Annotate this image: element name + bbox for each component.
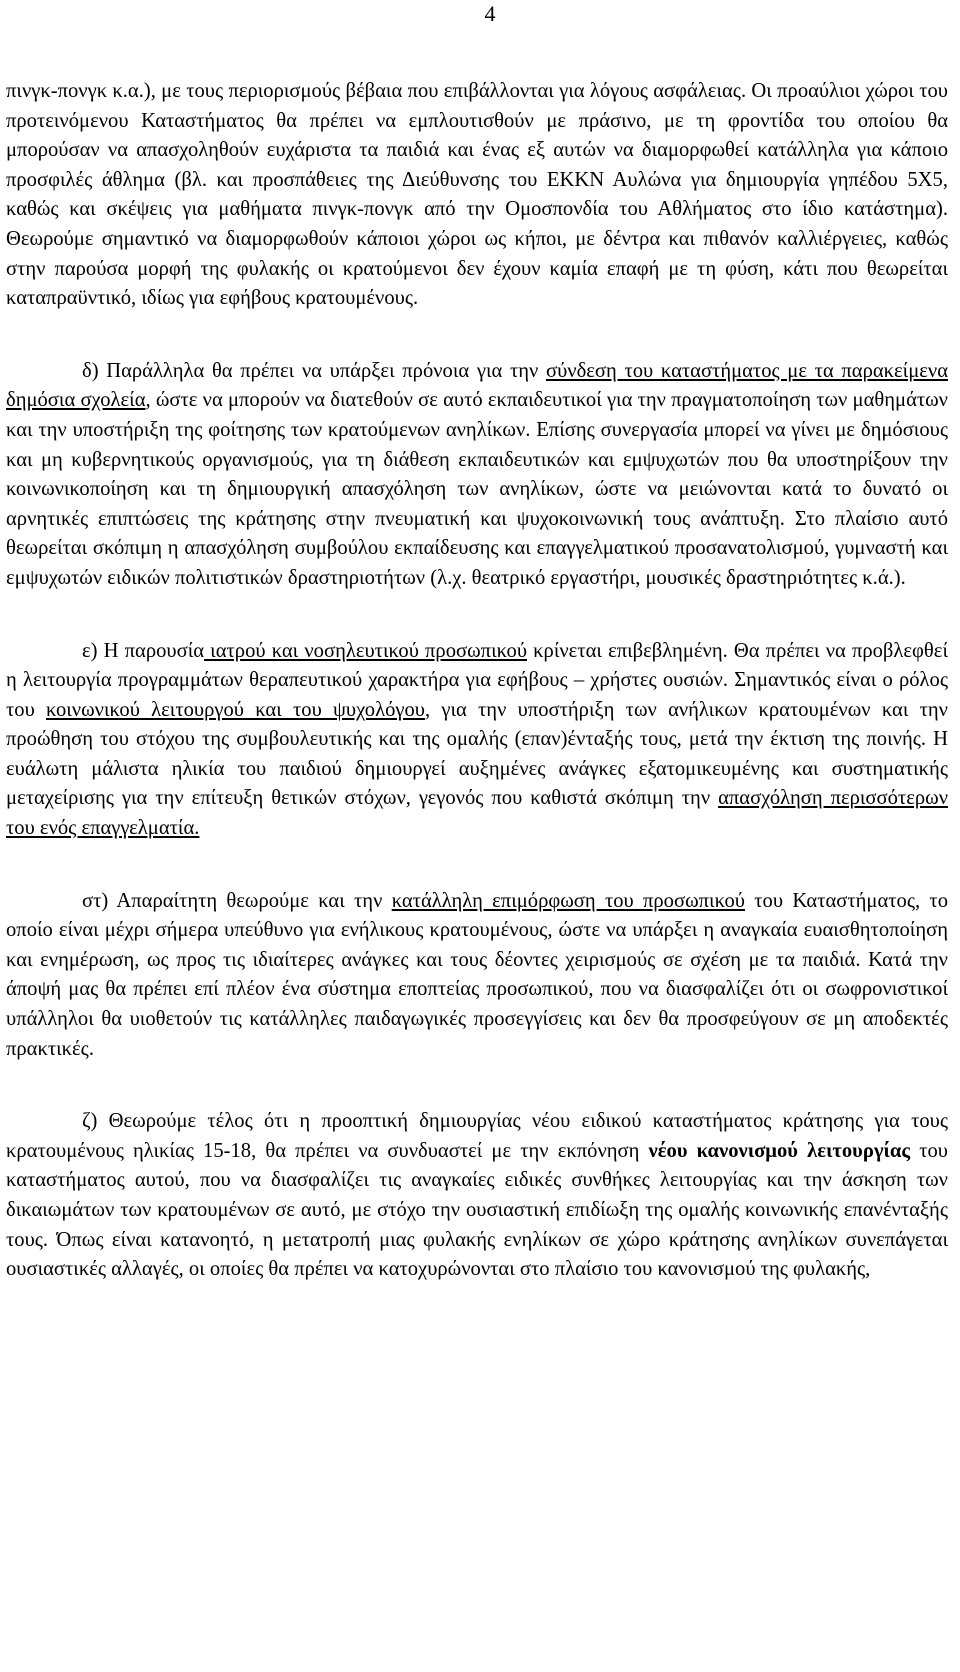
text-run: στ) Απαραίτητη θεωρούμε και την <box>82 889 392 912</box>
text-run: ζ) Θεωρούμε τέλος ότι η προοπτική δημιουργίας νέου ειδικού καταστήματος κράτησης για τους κρατουμένους ηλικίας 15-18, θα πρέπει να συνδυαστεί με την εκπόνηση <box>6 1110 948 1162</box>
paragraph-gap <box>6 1064 948 1107</box>
text-run: ε) Η παρουσία <box>82 639 205 662</box>
bold-text: νέου κανονισμού λειτουργίας <box>648 1139 911 1162</box>
underlined-text: απασχόληση περισσότερων του ενός επαγγελματία. <box>6 787 949 840</box>
paragraph-gap <box>6 844 948 887</box>
paragraph-p5 <box>6 1107 948 1285</box>
document-body <box>6 77 948 1285</box>
underlined-text: σύνδεση του καταστήματος με τα παρακείμενα δημόσια σχολεία <box>6 359 948 412</box>
text-run: κρίνεται επιβεβλημένη. Θα πρέπει να προβλεφθεί η λειτουργία προγραμμάτων θεραπευτικού χαρακτήρα για εφήβους – χρήστες ουσιών. Σημαντικός είναι ο ρόλος του <box>6 639 948 721</box>
text-run: , για την υποστήριξη των ανήλικων κρατουμένων και την προώθηση του στόχου της συμβουλευτικής και της ομαλής (επαν)ένταξής τους, μετά την έκτιση της ποινής. Η ευάλωτη μάλιστα ηλικία του παιδιού δημιουργεί αυξημένες ανάγκες εξατομικευμένης και συστηματικής μεταχείρισης για την επίτευξη θετικών στόχων, γεγονός που καθιστά σκόπιμη την <box>6 698 948 810</box>
underlined-text: κατάλληλη επιμόρφωση του προσωπικού <box>391 889 745 912</box>
paragraph-p2 <box>6 357 948 594</box>
underlined-text: ιατρού και νοσηλευτικού προσωπικού <box>204 639 528 662</box>
paragraph-p1 <box>6 77 948 314</box>
text-run: του Καταστήματος, το οποίο είναι μέχρι σήμερα υπεύθυνο για ενήλικους κρατουμένους, ώστε να υπάρξει η αναγκαία ευαισθητοποίηση και ενημέρωση, ως προς τις ιδιαίτερες ανάγκες και τους δέοντες χειρισμούς σε σχέση με τα παιδιά. Κατά την άποψή μας θα πρέπει επί πλέον ένα σύστημα εποπτείας προσωπικού, που να διασφαλίζει ότι οι σωφρονιστικοί υπάλληλοι θα υιοθετούν τις κατάλληλες παιδαγωγικές προσεγγίσεις και δεν θα προσφεύγουν σε μη αποδεκτές πρακτικές. <box>6 889 948 1060</box>
page-number: 4 <box>484 1 496 26</box>
paragraph-p4 <box>6 887 948 1065</box>
text-run: του καταστήματος αυτού, που να διασφαλίζει τις αναγκαίες ειδικές συνθήκες λειτουργίας και την άσκηση των δικαιωμάτων των κρατουμένων σε αυτό, με στόχο την ουσιαστική επιδίωξη της ομαλής κοινωνικής επανένταξής τους. Όπως είναι κατανοητό, η μετατροπή μιας φυλακής ενηλίκων σε χώρο κράτησης ανηλίκων συνεπάγεται ουσιαστικές αλλαγές, οι οποίες θα πρέπει να κατοχυρώνονται στο πλαίσιο του κανονισμού της φυλακής, <box>6 1139 948 1281</box>
paragraph-gap <box>6 314 948 357</box>
underlined-text: κοινωνικού λειτουργού και του ψυχολόγου <box>46 698 425 721</box>
text-run: , ώστε να μπορούν να διατεθούν σε αυτό εκπαιδευτικοί για την πραγματοποίηση των μαθημάτων και την υποστήριξη της φοίτησης των κρατούμενων ανηλίκων. Επίσης συνεργασία μπορεί να γίνει με δημόσιους και μη κυβερνητικούς οργανισμούς, για τη διάθεση εκπαιδευτικών και εμψυχωτών που θα υποστηρίξουν την κοινωνικοποίηση και τη δημιουργική απασχόληση των ανηλίκων, ώστε να μειώνονται κατά το δυνατό οι αρνητικές επιπτώσεις της κράτησης στην πνευματική και ψυχοκοινωνική τους ανάπτυξη. Στο πλαίσιο αυτό θεωρείται σκόπιμη η απασχόληση συμβούλου εκπαίδευσης και επαγγελματικού προσανατολισμού, γυμναστή και εμψυχωτών ειδικών πολιτιστικών δραστηριοτήτων (λ.χ. θεατρικό εργαστήρι, μουσικές δραστηριότητες κ.ά.). <box>6 389 948 589</box>
text-run: δ) Παράλληλα θα πρέπει να υπάρξει πρόνοια για την <box>82 359 546 382</box>
text-run: πινγκ-πονγκ κ.α.), με τους περιορισμούς βέβαια που επιβάλλονται για λόγους ασφάλειας. Οι προαύλιοι χώροι του προτεινόμενου Καταστήματος θα πρέπει να εμπλουτισθούν με πράσινο, με τη φροντίδα του οποίου θα μπορούσαν να απασχοληθούν ευχάριστα τα παιδιά και ένας εξ αυτών να διαμορφωθεί κατάλληλα για κάποιο προσφιλές άθλημα (βλ. και προσπάθειες της Διεύθυνσης του ΕΚΚΝ Αυλώνα για δημιουργία γηπέδου 5Χ5, καθώς και σκέψεις για μαθήματα πινγκ-πονγκ από την Ομοσπονδία του Αθλήματος στο ίδιο κατάστημα). Θεωρούμε σημαντικό να διαμορφωθούν κάποιοι χώροι ως κήποι, με δέντρα και πιθανόν καλλιέργειες, καθώς στην παρούσα μορφή της φυλακής οι κρατούμενοι δεν έχουν καμία επαφή με τη φύση, κάτι που θεωρείται καταπραϋντικό, ιδίως για εφήβους κρατουμένους. <box>6 80 948 310</box>
paragraph-p3 <box>6 637 948 844</box>
paragraph-gap <box>6 594 948 637</box>
